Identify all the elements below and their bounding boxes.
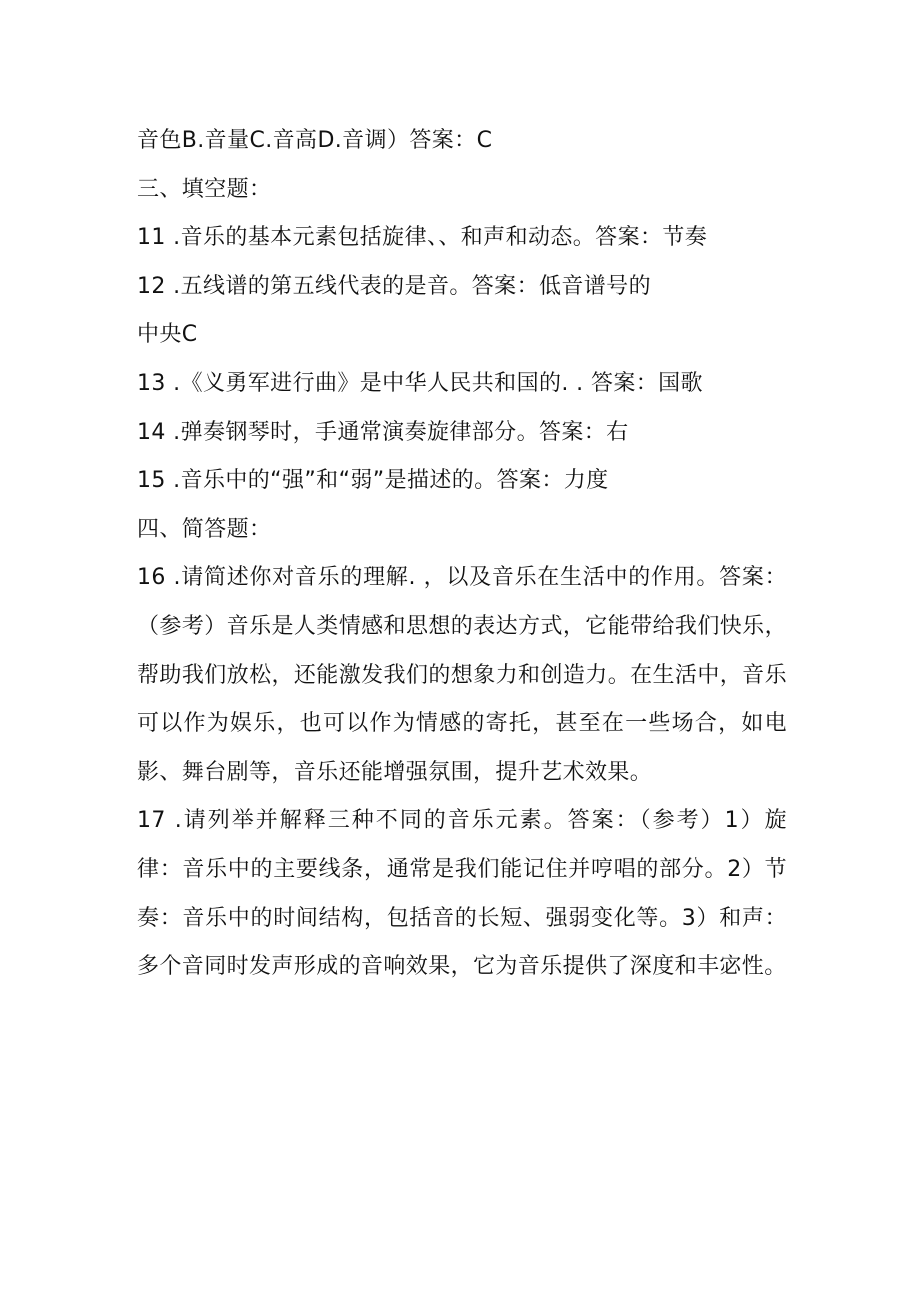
question-10-options-line: 音色B.音量C.音高D.音调）答案：C bbox=[137, 128, 493, 153]
section-heading-short-answer: 四、简答题： bbox=[137, 516, 272, 542]
question-12-continued: 中央C bbox=[137, 322, 198, 348]
question-17: 17 .请列举并解释三种不同的音乐元素。答案：（参考）1）旋律：音乐中的主要线条，通常是我们能记住并哼唱的部分。2）节奏：音乐中的时间结构，包括音的长短、强弱变化等。3）和声：多个音同时发声形成的音响效果，它为音乐提供了深度和丰宓性。 bbox=[137, 808, 787, 980]
document-content bbox=[137, 117, 787, 992]
question-11: 11 .音乐的基本元素包括旋律、、和声和动态。答案：节奏 bbox=[137, 225, 708, 251]
question-13: 13 .《义勇军进行曲》是中华人民共和国的. . 答案：国歌 bbox=[137, 370, 703, 396]
question-15: 15 .音乐中的“强”和“弱”是描述的。答案：力度 bbox=[137, 468, 609, 494]
question-14: 14 .弹奏钢琴时，手通常演奏旋律部分。答案：右 bbox=[137, 419, 629, 445]
section-heading-fill-in: 三、填空题： bbox=[137, 176, 272, 202]
question-12: 12 .五线谱的第五线代表的是音。答案：低音谱号的 bbox=[137, 273, 651, 299]
question-16: 16 .请简述你对音乐的理解. ，以及音乐在生活中的作用。答案：（参考）音乐是人类情感和思想的表达方式，它能带给我们快乐，帮助我们放松，还能激发我们的想象力和创造力。在生活中，音乐可以作为娱乐，也可以作为情感的寄托，甚至在一些场合，如电影、舞台剧等，音乐还能增强氛围，提升艺术效果。 bbox=[137, 565, 787, 785]
